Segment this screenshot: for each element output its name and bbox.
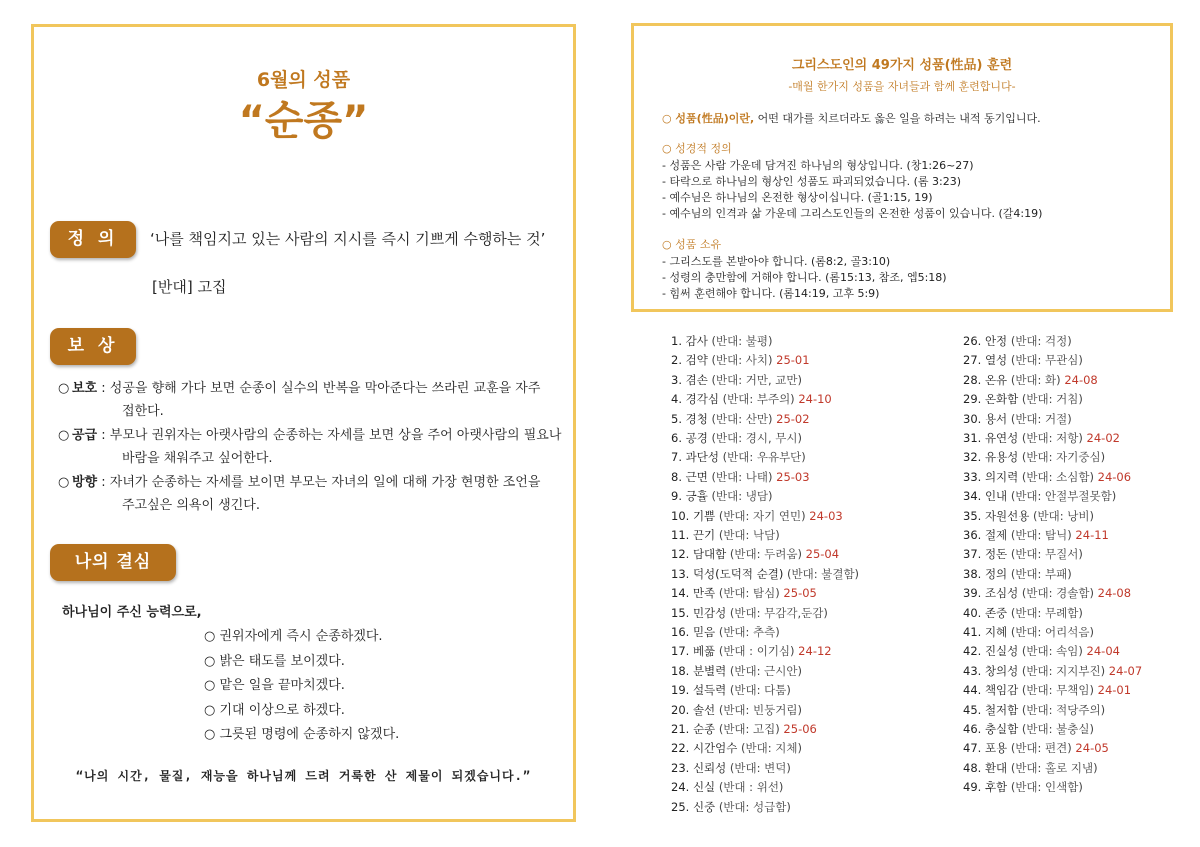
virtue-date: 25-04 — [801, 547, 840, 562]
virtue-name: 7. 과단성 — [671, 450, 719, 465]
virtue-item — [671, 624, 780, 640]
virtue-item — [963, 585, 1131, 601]
virtue-name: 23. 신뢰성 — [671, 760, 727, 775]
virtue-opposite: (반대: 불결함) — [783, 566, 860, 581]
virtue-opposite: (반대: 자기중심) — [1018, 450, 1106, 465]
virtue-name: 13. 덕성(도덕적 순결) — [671, 566, 784, 581]
virtue-opposite: (반대: 거만, 교만) — [707, 372, 802, 387]
virtue-item — [671, 663, 802, 679]
virtue-opposite: (반대: 두려움) — [726, 547, 802, 562]
virtue-item — [671, 333, 772, 349]
definition-body: 어떤 대가를 치르더라도 옳은 일을 하려는 내적 동기입니다. — [754, 112, 1041, 125]
virtue-opposite: (반대: 다툼) — [726, 683, 791, 698]
virtue-item — [963, 449, 1105, 465]
virtue-item — [963, 527, 1109, 543]
virtue-item — [963, 430, 1120, 446]
virtue-date: 24-04 — [1082, 644, 1120, 659]
virtue-item — [671, 469, 810, 485]
virtue-item — [671, 430, 802, 446]
virtue-name: 26. 안정 — [963, 334, 1008, 348]
resolve-item: ○ 맡은 일을 끝마치겠다. — [204, 678, 345, 693]
virtue-item — [963, 779, 1083, 795]
virtue-opposite: (반대: 성급함) — [715, 799, 791, 814]
info-title: 그리스도인의 49가지 성품(性品) 훈련 — [791, 58, 1013, 73]
virtue-opposite: (반대: 홀로 지냄) — [1007, 760, 1098, 775]
virtue-name: 25. 신중 — [671, 799, 716, 814]
definition-text: ‘나를 책임지고 있는 사람의 지시를 즉시 기쁘게 수행하는 것’ — [150, 230, 546, 248]
virtue-opposite: (반대: 탐닉) — [1007, 528, 1072, 542]
virtue-item — [963, 663, 1142, 679]
virtue-name: 43. 창의성 — [963, 663, 1019, 678]
motto: “나의 시간, 물질, 재능을 하나님께 드려 거룩한 산 제물이 되겠습니다.” — [75, 769, 532, 783]
virtue-item — [963, 546, 1083, 562]
bullet-icon: ○ — [58, 475, 70, 490]
virtue-opposite: (반대: 지체) — [737, 741, 802, 756]
virtue-name: 28. 온유 — [963, 372, 1008, 387]
virtue-name: 3. 겸손 — [671, 372, 708, 387]
virtue-item — [671, 449, 806, 465]
ownership-head: ○ 성품 소유 — [662, 238, 722, 251]
virtue-name: 38. 정의 — [963, 566, 1008, 581]
reward-line — [58, 424, 568, 447]
virtue-date: 25-01 — [772, 353, 810, 368]
virtue-opposite: (반대: 소심함) — [1018, 469, 1094, 484]
virtue-opposite: (반대: 사치) — [707, 353, 773, 368]
virtue-opposite: (반대: 거절) — [1007, 411, 1072, 426]
virtue-item — [963, 760, 1098, 776]
virtue-item — [963, 372, 1098, 388]
virtue-date: 25-05 — [779, 586, 817, 601]
virtue-name: 16. 믿음 — [671, 625, 716, 639]
virtue-name: 24. 신실 — [671, 780, 716, 795]
virtue-item — [963, 411, 1072, 427]
virtue-opposite: (반대: 자기 연민) — [715, 508, 806, 523]
virtue-item — [671, 643, 832, 659]
reward-text: : 성공을 향해 가다 보면 순종이 실수의 반복을 막아준다는 쓰라린 교훈을 자주 — [97, 381, 541, 396]
virtue-item — [963, 469, 1131, 485]
virtue-name: 9. 긍휼 — [671, 489, 708, 504]
month-title: 6월의 성품 — [256, 69, 351, 91]
virtue-name: 44. 책임감 — [963, 683, 1019, 698]
virtue-name: 39. 조심성 — [963, 586, 1019, 601]
resolve-intro: 하나님이 주신 능력으로, — [62, 605, 202, 620]
virtue-date: 24-08 — [1060, 372, 1098, 387]
virtue-item — [963, 508, 1094, 524]
virtue-name: 47. 포용 — [963, 741, 1008, 756]
ownership-line: - 성령의 충만함에 거해야 합니다. (롬15:13, 참조, 엡5:18) — [662, 271, 947, 284]
virtue-name: 1. 감사 — [671, 334, 708, 348]
definition-opposite: [반대] 고집 — [152, 278, 227, 296]
virtue-opposite: (반대: 우유부단) — [718, 450, 806, 465]
virtue-opposite: (반대: 빈둥거림) — [715, 702, 802, 717]
virtue-item — [963, 624, 1094, 640]
virtue-opposite: (반대: 어리석음) — [1007, 625, 1094, 639]
virtue-name: 19. 설득력 — [671, 683, 727, 698]
virtue-opposite: (반대: 부패) — [1007, 566, 1072, 581]
virtue-item — [963, 702, 1105, 718]
virtue-opposite: (반대 : 위선) — [715, 780, 784, 795]
resolve-item: ○ 그릇된 명령에 순종하지 않겠다. — [204, 727, 400, 742]
virtue-opposite: (반대: 적당주의) — [1018, 702, 1106, 717]
virtue-opposite: (반대: 속임) — [1018, 644, 1083, 659]
biblical-head: ○ 성경적 정의 — [662, 142, 732, 155]
ownership-line: - 그리스도를 본받아야 합니다. (롬8:2, 골3:10) — [662, 255, 891, 268]
virtue-item — [963, 605, 1083, 621]
virtue-opposite: (반대: 지지부진) — [1018, 663, 1106, 678]
virtue-name: 33. 의지력 — [963, 469, 1019, 484]
virtue-name: 27. 열성 — [963, 353, 1008, 368]
virtue-name: 42. 진실성 — [963, 644, 1019, 659]
virtue-date: 24-12 — [794, 644, 832, 659]
virtue-date: 24-10 — [794, 392, 832, 407]
resolve-pill: 나의 결심 — [50, 544, 176, 581]
virtue-date: 25-03 — [772, 469, 810, 484]
virtue-name: 36. 절제 — [963, 528, 1008, 542]
virtue-date: 24-02 — [1082, 431, 1120, 445]
virtue-name: 37. 정돈 — [963, 547, 1008, 562]
biblical-line: - 예수님의 인격과 삶 가운데 그리스도인들의 온전한 성품이 있습니다. (갈4:19) — [662, 207, 1043, 220]
virtue-opposite: (반대: 낙담) — [715, 528, 780, 542]
virtue-item — [671, 760, 791, 776]
virtue-opposite: (반대: 부주의) — [718, 392, 795, 407]
virtue-item — [671, 546, 839, 562]
resolve-item: ○ 밝은 태도를 보이겠다. — [204, 653, 345, 669]
virtue-opposite: (반대: 무감각,둔감) — [726, 605, 828, 620]
virtue-name: 45. 철저함 — [963, 702, 1019, 717]
virtue-item — [671, 566, 859, 582]
virtue-name: 34. 인내 — [963, 489, 1008, 504]
virtue-name: 15. 민감성 — [671, 605, 727, 620]
resolve-item: ○ 권위자에게 즉시 순종하겠다. — [204, 629, 383, 644]
virtue-name: 14. 만족 — [671, 586, 716, 601]
virtue-item — [963, 391, 1083, 407]
virtue-opposite: (반대: 인색함) — [1007, 780, 1083, 795]
reward-pill: 보 상 — [50, 328, 136, 365]
info-subtitle: -매월 한가지 성품을 자녀들과 함께 훈련합니다- — [788, 80, 1016, 93]
virtue-item — [671, 411, 810, 427]
reward-item — [58, 424, 568, 470]
virtue-item — [671, 391, 832, 407]
virtue-date: 25-06 — [779, 722, 817, 736]
reward-cont: 주고싶은 의욕이 생긴다. — [122, 498, 260, 513]
virtue-opposite: (반대: 경솔함) — [1018, 586, 1094, 601]
reward-text: : 부모나 권위자는 아랫사람의 순종하는 자세를 보면 상을 주어 아랫사람의 필요나 — [97, 428, 562, 443]
virtue-opposite: (반대: 낭비) — [1029, 508, 1094, 523]
left-panel — [31, 24, 576, 822]
virtue-date: 24-06 — [1093, 469, 1132, 484]
reward-line — [58, 471, 568, 494]
reward-cont: 접한다. — [122, 404, 164, 419]
virtue-name: 49. 후함 — [963, 780, 1008, 795]
virtue-name: 11. 끈기 — [671, 528, 716, 542]
virtue-name: 21. 순종 — [671, 722, 716, 736]
virtue-title: “순종” — [238, 98, 369, 144]
resolve-item: ○ 기대 이상으로 하겠다. — [204, 702, 345, 718]
virtue-item — [671, 799, 791, 815]
virtue-name: 6. 공경 — [671, 431, 708, 445]
reward-key: 방향 — [72, 475, 98, 490]
virtue-opposite: (반대: 불충실) — [1018, 722, 1094, 736]
biblical-line: - 예수님은 하나님의 온전한 형상이십니다. (골1:15, 19) — [662, 191, 933, 204]
character-info-box — [631, 23, 1173, 312]
virtue-item — [963, 352, 1083, 368]
virtue-item — [963, 643, 1120, 659]
ownership-line: - 힘써 훈련해야 합니다. (롬14:19, 고후 5:9) — [662, 287, 880, 300]
virtue-name: 8. 근면 — [671, 469, 708, 484]
virtue-item — [963, 333, 1072, 349]
virtue-item — [671, 702, 802, 718]
bullet-icon: ○ — [58, 428, 70, 443]
virtue-item — [671, 527, 780, 543]
virtue-name: 31. 유연성 — [963, 431, 1019, 445]
virtue-opposite: (반대: 산만) — [707, 411, 773, 426]
virtue-opposite: (반대: 불평) — [707, 334, 773, 348]
virtue-name: 5. 경청 — [671, 411, 708, 426]
virtue-opposite: (반대 : 이기심) — [715, 644, 795, 659]
virtue-opposite: (반대: 걱정) — [1007, 334, 1072, 348]
virtue-date: 24-08 — [1093, 586, 1132, 601]
virtue-opposite: (반대: 추측) — [715, 625, 780, 639]
virtue-name: 46. 충실함 — [963, 722, 1019, 736]
virtue-date: 24-05 — [1071, 741, 1109, 756]
reward-key: 보호 — [72, 381, 98, 396]
virtue-date: 25-02 — [772, 411, 810, 426]
virtue-opposite: (반대: 경시, 무시) — [707, 431, 802, 445]
reward-item — [58, 377, 568, 423]
virtue-item — [963, 566, 1072, 582]
virtue-name: 17. 베풂 — [671, 644, 716, 659]
virtue-opposite: (반대: 무례함) — [1007, 605, 1083, 620]
virtue-opposite: (반대: 안절부절못함) — [1007, 489, 1117, 504]
virtue-opposite: (반대: 편견) — [1007, 741, 1072, 756]
virtue-opposite: (반대: 저항) — [1018, 431, 1083, 445]
virtue-opposite: (반대: 무책임) — [1018, 683, 1094, 698]
reward-line — [58, 377, 568, 400]
virtue-date: 24-03 — [805, 508, 843, 523]
virtue-item — [671, 721, 817, 737]
virtue-item — [671, 779, 783, 795]
bullet-icon: ○ — [58, 381, 70, 396]
virtue-name: 32. 유용성 — [963, 450, 1019, 465]
virtue-opposite: (반대: 변덕) — [726, 760, 791, 775]
virtue-item — [671, 682, 791, 698]
virtue-item — [963, 488, 1116, 504]
virtue-item — [963, 740, 1109, 756]
virtue-name: 10. 기쁨 — [671, 508, 716, 523]
virtue-item — [671, 740, 802, 756]
virtue-item — [963, 721, 1094, 737]
virtue-item — [671, 605, 828, 621]
virtue-name: 4. 경각심 — [671, 392, 719, 407]
virtue-opposite: (반대: 근시안) — [726, 663, 802, 678]
virtue-item — [671, 488, 772, 504]
virtue-date: 24-11 — [1071, 528, 1109, 542]
definition-line — [662, 110, 1041, 126]
virtue-item — [671, 585, 817, 601]
virtue-name: 48. 환대 — [963, 760, 1008, 775]
virtue-item — [671, 372, 802, 388]
virtue-name: 35. 자원선용 — [963, 508, 1030, 523]
virtue-opposite: (반대: 무질서) — [1007, 547, 1083, 562]
virtue-item — [671, 508, 843, 524]
virtue-item — [671, 352, 810, 368]
virtue-item — [963, 682, 1131, 698]
reward-cont: 바람을 채워주고 싶어한다. — [122, 451, 273, 466]
virtue-date: 24-07 — [1105, 663, 1143, 678]
biblical-line: - 성품은 사람 가운데 담겨진 하나님의 형상입니다. (창1:26~27) — [662, 159, 974, 172]
virtue-opposite: (반대: 거침) — [1018, 392, 1083, 407]
virtue-name: 40. 존중 — [963, 605, 1008, 620]
virtue-name: 12. 담대함 — [671, 547, 727, 562]
virtue-opposite: (반대: 고집) — [715, 722, 780, 736]
virtue-date: 24-01 — [1093, 683, 1132, 698]
virtue-name: 29. 온화함 — [963, 392, 1019, 407]
definition-head: ○ 성품(性品)이란, — [662, 112, 755, 125]
virtue-name: 30. 용서 — [963, 411, 1008, 426]
reward-key: 공급 — [72, 428, 98, 443]
virtue-name: 20. 솔선 — [671, 702, 716, 717]
virtue-name: 41. 지혜 — [963, 625, 1008, 639]
virtue-opposite: (반대: 탐심) — [715, 586, 780, 601]
reward-text: : 자녀가 순종하는 자세를 보이면 부모는 자녀의 일에 대해 가장 현명한 조언을 — [97, 475, 541, 490]
reward-item — [58, 471, 568, 517]
virtue-name: 2. 검약 — [671, 353, 708, 368]
virtue-opposite: (반대: 무관심) — [1007, 353, 1083, 368]
virtue-opposite: (반대: 나태) — [707, 469, 773, 484]
definition-pill: 정 의 — [50, 221, 136, 258]
virtue-name: 22. 시간엄수 — [671, 741, 738, 756]
biblical-line: - 타락으로 하나님의 형상인 성품도 파괴되었습니다. (롬 3:23) — [662, 175, 961, 188]
virtue-opposite: (반대: 냉담) — [707, 489, 773, 504]
virtue-name: 18. 분별력 — [671, 663, 727, 678]
virtue-opposite: (반대: 화) — [1007, 372, 1061, 387]
